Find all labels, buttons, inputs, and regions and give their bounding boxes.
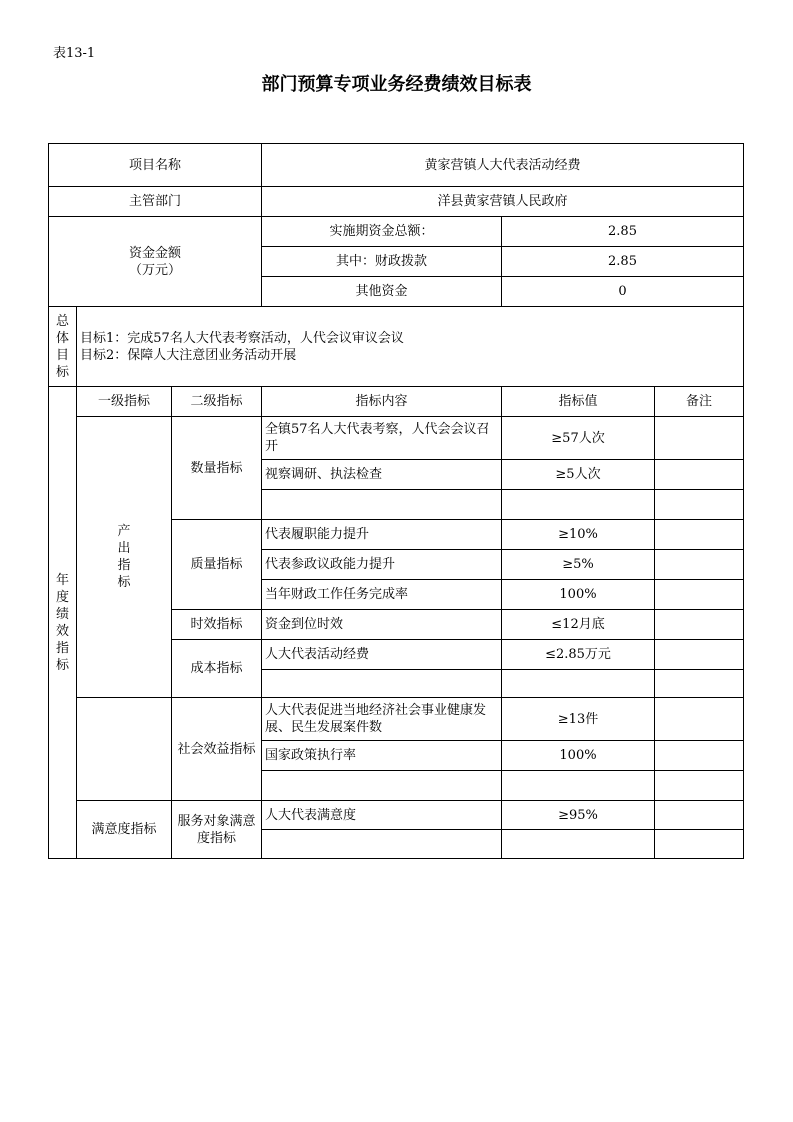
indicator-value: ≥57人次 — [502, 417, 655, 460]
indicator-note — [655, 741, 744, 771]
quality-indicator-label: 质量指标 — [172, 520, 262, 610]
satisfaction-indicator-label: 满意度指标 — [77, 801, 172, 859]
department-label: 主管部门 — [49, 187, 262, 217]
indicator-note — [655, 550, 744, 580]
indicator-content: 全镇57名人大代表考察，人代会会议召开 — [262, 417, 502, 460]
goal-line: 目标1：完成57名人大代表考察活动，人代会议审议会议 — [80, 330, 404, 346]
indicator-note — [655, 830, 744, 859]
indicator-note — [655, 640, 744, 670]
header-value: 指标值 — [502, 387, 655, 417]
annual-indicator-label: 年度绩效指标 — [49, 387, 77, 859]
header-note: 备注 — [655, 387, 744, 417]
form-number: 表13-1 — [53, 46, 96, 61]
indicator-content — [262, 771, 502, 801]
indicator-content: 视察调研、执法检查 — [262, 460, 502, 490]
indicator-note — [655, 771, 744, 801]
indicator-value — [502, 771, 655, 801]
indicator-value — [502, 830, 655, 859]
service-satisfaction-indicator-label: 服务对象满意度指标 — [172, 801, 262, 859]
indicator-content: 资金到位时效 — [262, 610, 502, 640]
indicator-value: 100% — [502, 741, 655, 771]
indicator-value: ≤2.85万元 — [502, 640, 655, 670]
fund-amount-label: 资金金额 （万元） — [49, 217, 262, 307]
quantity-indicator-label: 数量指标 — [172, 417, 262, 520]
indicator-value: 100% — [502, 580, 655, 610]
indicator-value: ≤12月底 — [502, 610, 655, 640]
social-benefit-indicator-label: 社会效益指标 — [172, 698, 262, 801]
indicator-content: 人大代表促进当地经济社会事业健康发展、民生发展案件数 — [262, 698, 502, 741]
indicator-header-row — [49, 387, 744, 417]
indicator-value: ≥95% — [502, 801, 655, 830]
indicator-content — [262, 830, 502, 859]
table-row — [49, 698, 744, 741]
indicator-note — [655, 580, 744, 610]
indicator-content: 代表履职能力提升 — [262, 520, 502, 550]
project-name-value: 黄家营镇人大代表活动经费 — [262, 144, 744, 187]
indicator-note — [655, 801, 744, 830]
header-level2: 二级指标 — [172, 387, 262, 417]
table-row — [49, 801, 744, 830]
indicator-content — [262, 670, 502, 698]
project-name-label: 项目名称 — [49, 144, 262, 187]
indicator-note — [655, 490, 744, 520]
indicator-note — [655, 520, 744, 550]
fund-total-value: 2.85 — [502, 217, 744, 247]
goal-line: 目标2：保障人大注意团业务活动开展 — [80, 347, 297, 363]
fund-fiscal-label: 其中：财政拨款 — [262, 247, 502, 277]
table-row — [49, 417, 744, 460]
timeliness-indicator-label: 时效指标 — [172, 610, 262, 640]
header-content: 指标内容 — [262, 387, 502, 417]
indicator-content: 人大代表活动经费 — [262, 640, 502, 670]
overall-goal-label: 总体目标 — [49, 307, 77, 387]
performance-table — [48, 143, 744, 859]
department-row — [49, 187, 744, 217]
department-value: 洋县黄家营镇人民政府 — [262, 187, 744, 217]
overall-goal-text — [77, 307, 744, 387]
indicator-value: ≥5人次 — [502, 460, 655, 490]
indicator-content: 人大代表满意度 — [262, 801, 502, 830]
fund-fiscal-value: 2.85 — [502, 247, 744, 277]
overall-goal-row — [49, 307, 744, 387]
indicator-content — [262, 490, 502, 520]
benefit-level1-cell — [77, 698, 172, 801]
fund-other-value: 0 — [502, 277, 744, 307]
indicator-content: 当年财政工作任务完成率 — [262, 580, 502, 610]
fund-total-label: 实施期资金总额： — [262, 217, 502, 247]
indicator-content: 代表参政议政能力提升 — [262, 550, 502, 580]
indicator-value — [502, 490, 655, 520]
project-name-row — [49, 144, 744, 187]
fund-other-label: 其他资金 — [262, 277, 502, 307]
indicator-note — [655, 610, 744, 640]
indicator-content: 国家政策执行率 — [262, 741, 502, 771]
indicator-note — [655, 460, 744, 490]
indicator-value: ≥13件 — [502, 698, 655, 741]
indicator-note — [655, 670, 744, 698]
output-indicator-label: 产出指标 — [77, 417, 172, 698]
indicator-note — [655, 698, 744, 741]
indicator-value — [502, 670, 655, 698]
fund-row — [49, 217, 744, 247]
page-title: 部门预算专项业务经费绩效目标表 — [261, 74, 532, 95]
indicator-note — [655, 417, 744, 460]
indicator-value: ≥5% — [502, 550, 655, 580]
header-level1: 一级指标 — [77, 387, 172, 417]
indicator-value: ≥10% — [502, 520, 655, 550]
cost-indicator-label: 成本指标 — [172, 640, 262, 698]
